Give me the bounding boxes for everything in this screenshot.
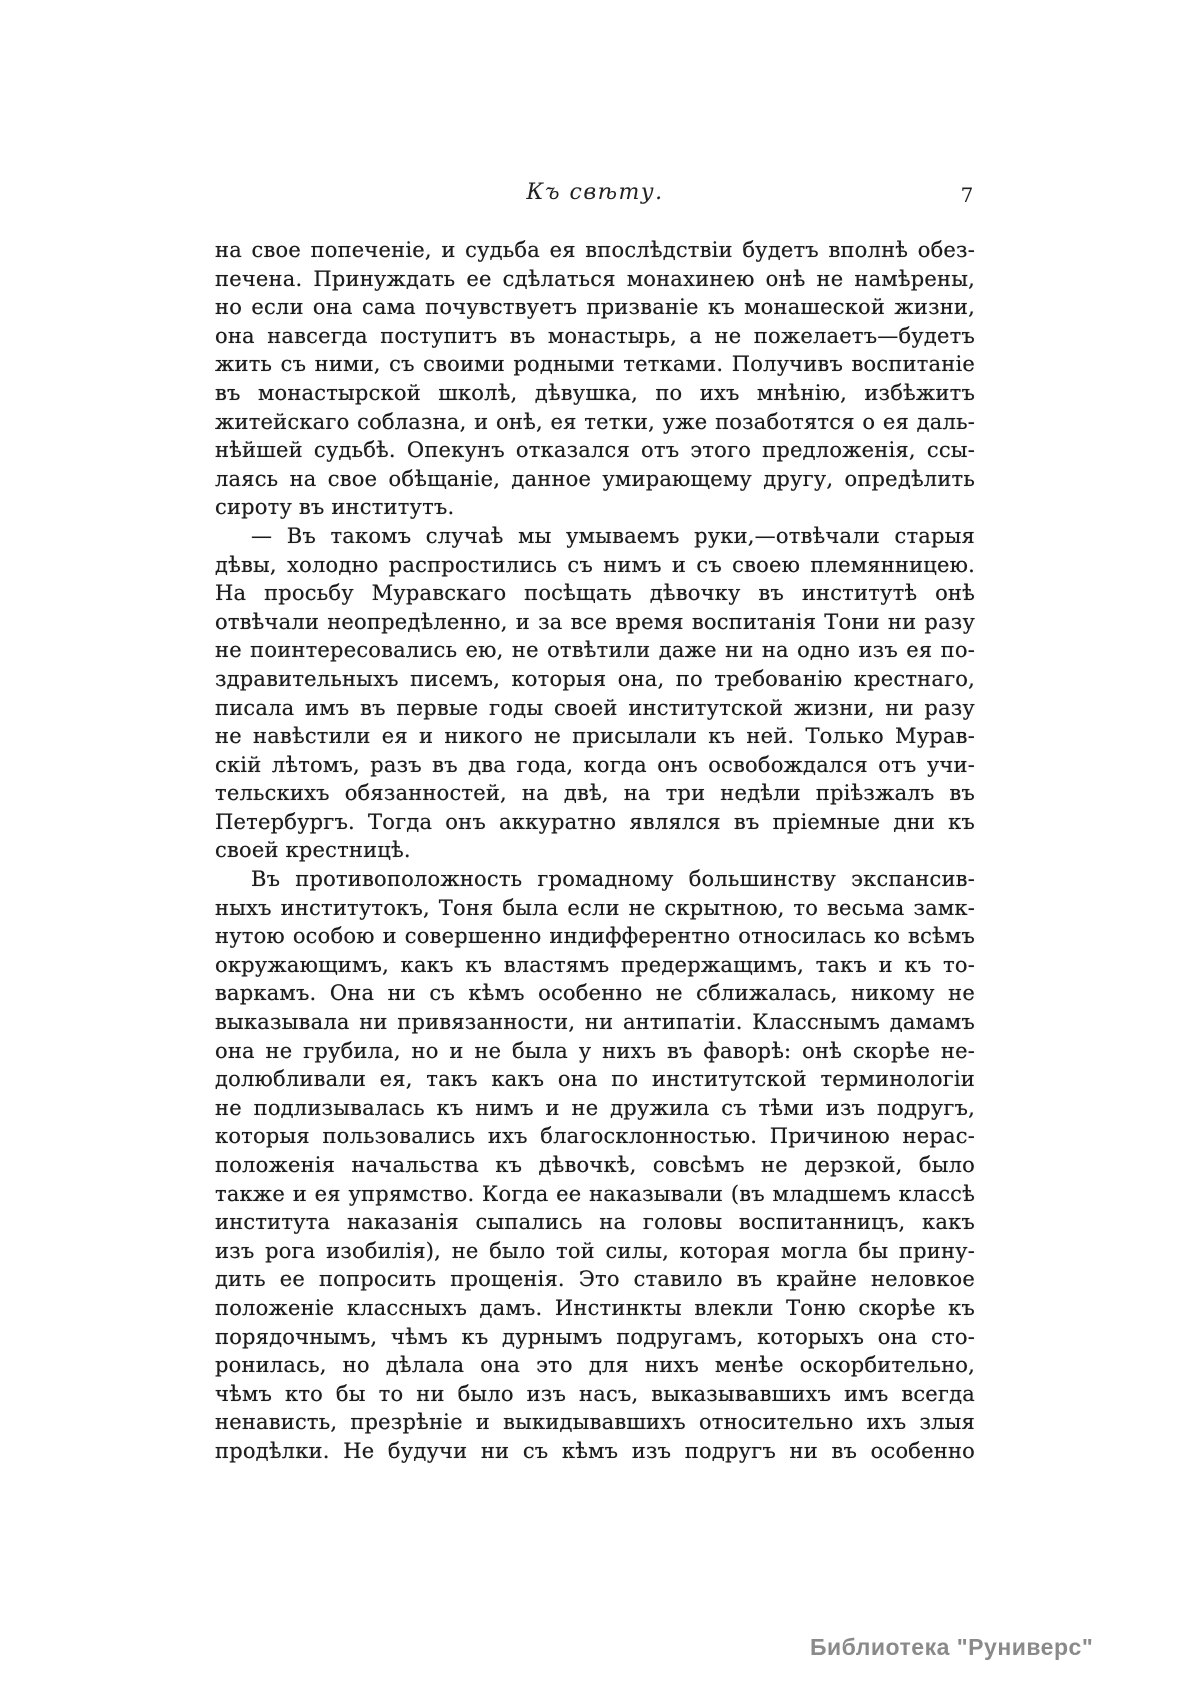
page-text [215, 236, 975, 1466]
text-line: она навсегда поступитъ въ монастырь, а не пожелаетъ—будетъ [215, 323, 975, 348]
text-line: сироту въ институтъ. [215, 495, 455, 520]
text-line: ныхъ институтокъ, Тоня была если не скрытною, то весьма замк- [215, 895, 975, 920]
text-line: жить съ ними, съ своими родными тетками. Получивъ воспитаніе [215, 352, 975, 377]
page-number: 7 [960, 183, 974, 207]
text-line: выказывала ни привязанности, ни антипатіи. Класснымъ дамамъ [215, 1010, 975, 1035]
text-line: она не грубила, но и не была у нихъ въ фаворѣ: онѣ скорѣе не- [215, 1038, 975, 1063]
text-line: — Въ такомъ случаѣ мы умываемъ руки,—отвѣчали старыя [251, 523, 975, 548]
running-header [215, 180, 975, 205]
text-line: окружающимъ, какъ къ властямъ предержащимъ, такъ и къ то- [215, 952, 975, 977]
text-line: своей крестницѣ. [215, 838, 411, 863]
text-line: не поинтересовались ею, не отвѣтили даже ни на одно изъ ея по- [215, 638, 975, 663]
text-line: писала имъ въ первые годы своей институтской жизни, ни разу [215, 695, 975, 720]
text-line: нѣйшей судьбѣ. Опекунъ отказался отъ этого предложенія, ссы- [215, 438, 975, 463]
text-line: варкамъ. Она ни съ кѣмъ особенно не сближалась, никому не [215, 981, 975, 1006]
running-title: Къ свѣту. [526, 180, 664, 205]
text-line: не подлизывалась къ нимъ и не дружила съ тѣми изъ подругъ, [215, 1095, 975, 1120]
text-line: но если она сама почувствуетъ призваніе къ монашеской жизни, [215, 295, 975, 320]
text-line: ронилась, но дѣлала она это для нихъ менѣе оскорбительно, [215, 1353, 975, 1378]
text-line: здравительныхъ писемъ, которыя она, по требованію крестнаго, [215, 666, 975, 691]
text-line: не навѣстили ея и никого не присылали къ ней. Только Мурав- [215, 724, 975, 749]
text-line: скій лѣтомъ, разъ въ два года, когда онъ освобождался отъ учи- [215, 752, 975, 777]
text-line: Петербургъ. Тогда онъ аккуратно являлся въ пріемные дни къ [215, 809, 975, 834]
text-line: въ монастырской школѣ, дѣвушка, по ихъ мнѣнію, избѣжитъ [215, 380, 975, 405]
text-line: также и ея упрямство. Когда ее наказывали (въ младшемъ классѣ [215, 1181, 975, 1206]
text-line: которыя пользовались ихъ благосклонностью. Причиною нерас- [215, 1124, 975, 1149]
text-line: нутою особою и совершенно индифферентно относилась ко всѣмъ [215, 924, 975, 949]
watermark: Библиотека "Руниверс" [810, 1634, 1094, 1660]
text-line: ненависть, презрѣніе и выкидывавшихъ относительно ихъ злыя [215, 1410, 975, 1435]
text-line: тельскихъ обязанностей, на двѣ, на три недѣли пріѣзжалъ въ [215, 781, 975, 806]
text-line: продѣлки. Не будучи ни съ кѣмъ изъ подругъ ни въ особенно [215, 1438, 975, 1463]
text-line: лаясь на свое обѣщаніе, данное умирающему другу, опредѣлить [215, 466, 975, 491]
text-line: положеніе классныхъ дамъ. Инстинкты влекли Тоню скорѣе къ [215, 1295, 975, 1320]
text-line: На просьбу Муравскаго посѣщать дѣвочку въ институтѣ онѣ [215, 581, 975, 606]
text-line: печена. Принуждать ее сдѣлаться монахинею онѣ не намѣрены, [215, 266, 975, 291]
text-line: долюбливали ея, такъ какъ она по институтской терминологіи [215, 1067, 975, 1092]
text-line: чѣмъ кто бы то ни было изъ насъ, выказывавшихъ имъ всегда [215, 1381, 975, 1406]
text-line: института наказанія сыпались на головы воспитанницъ, какъ [215, 1210, 975, 1235]
text-line: порядочнымъ, чѣмъ къ дурнымъ подругамъ, которыхъ она сто- [215, 1324, 975, 1349]
text-line: житейскаго соблазна, и онѣ, ея тетки, уже позаботятся о ея даль- [215, 409, 975, 434]
text-line: дить ее попросить прощенія. Это ставило въ крайне неловкое [215, 1267, 975, 1292]
text-line: Въ противоположность громадному большинству экспансив- [251, 867, 975, 892]
text-line: изъ рога изобилія), не было той силы, которая могла бы прину- [215, 1238, 975, 1263]
text-line: на свое попеченіе, и судьба ея впослѣдствіи будетъ вполнѣ обез- [215, 238, 975, 262]
text-line: положенія начальства къ дѣвочкѣ, совсѣмъ не дерзкой, было [215, 1153, 975, 1177]
text-line: отвѣчали неопредѣленно, и за все время воспитанія Тони ни разу [215, 609, 975, 634]
text-line: дѣвы, холодно распростились съ нимъ и съ своею племянницею. [215, 552, 975, 577]
